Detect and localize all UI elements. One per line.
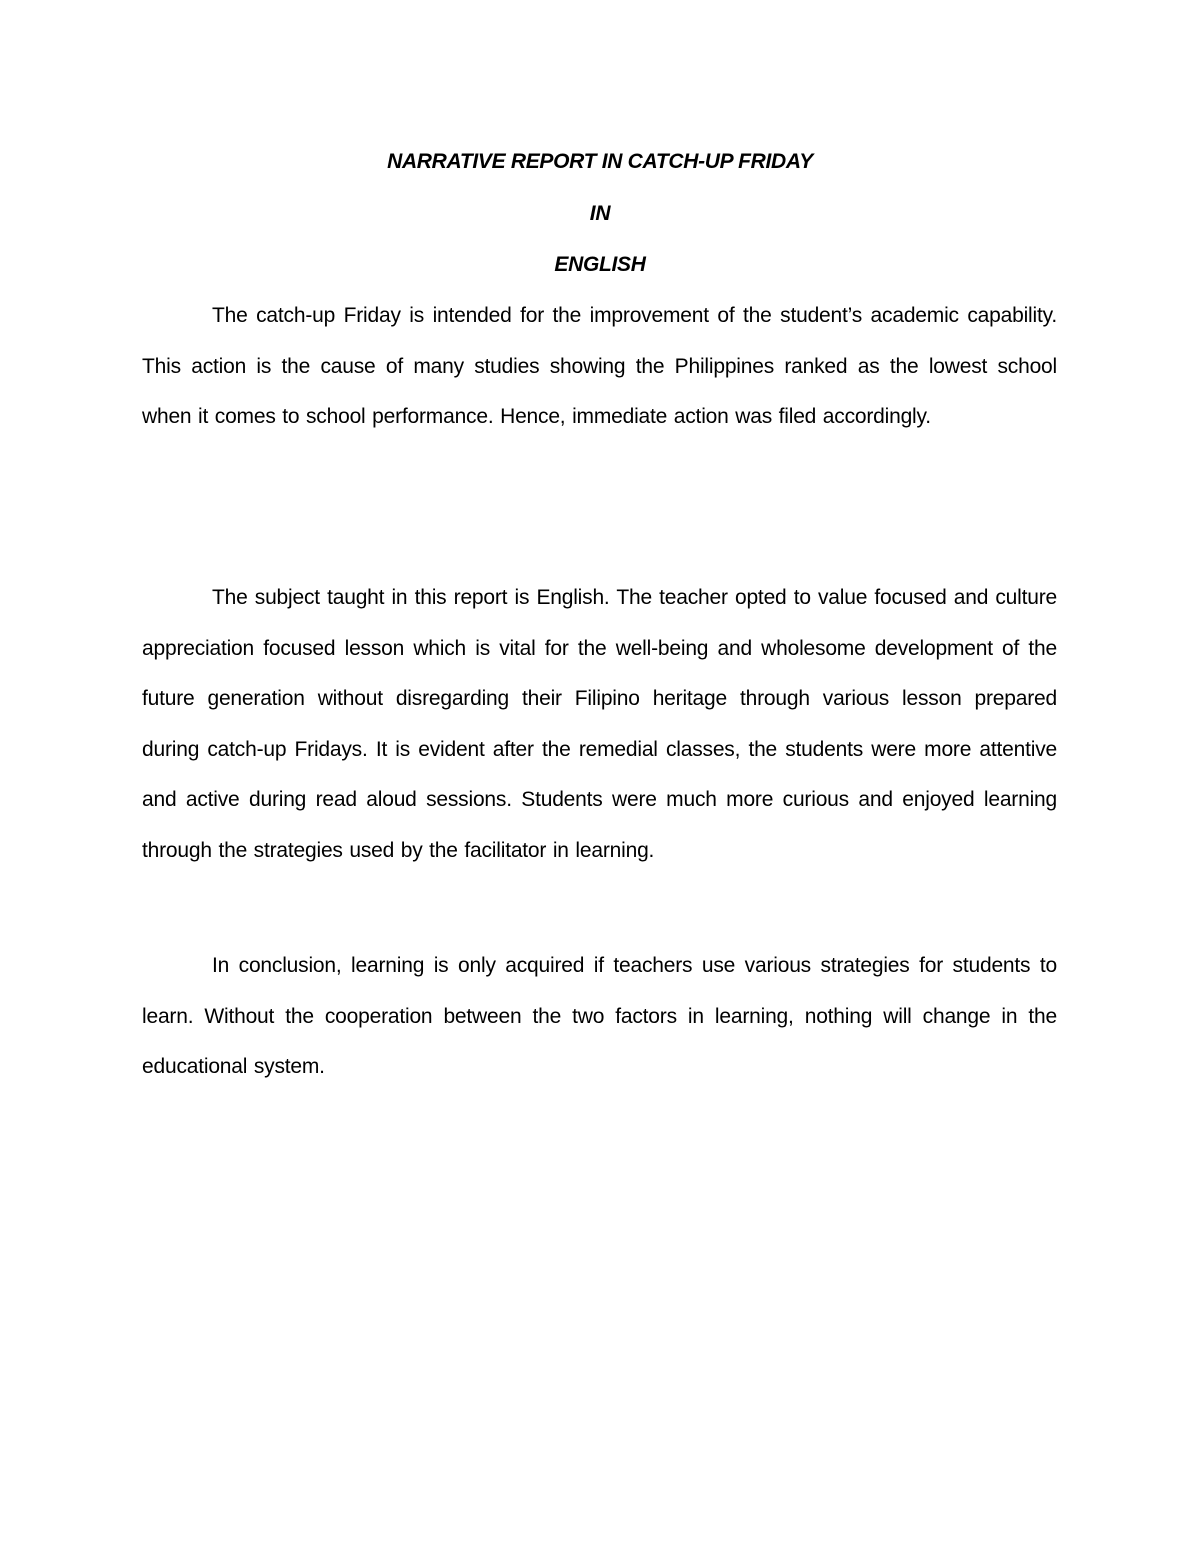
paragraph-introduction: The catch-up Friday is intended for the improvement of the student’s academic capability. This action is the cause of many studies showing the Philippines ranked as the lowest school when it comes to school performance. Hence, immediate action was filed accordingly. <box>142 304 1057 428</box>
paragraph-conclusion: In conclusion, learning is only acquired if teachers use various strategies for students to learn. Without the cooperation between the two factors in learning, nothing will change in the educational system. <box>142 954 1057 1078</box>
paragraph-subject: The subject taught in this report is English. The teacher opted to value focused and culture appreciation focused lesson which is vital for the well-being and wholesome development of the future generation without disregarding their Filipino heritage through various lesson prepared during catch-up Fridays. It is evident after the remedial classes, the students were more attentive and active during read aloud sessions. Students were much more curious and enjoyed learning through the strategies used by the facilitator in learning. <box>142 586 1057 862</box>
report-title-connector: IN <box>589 202 611 225</box>
report-subject-heading: ENGLISH <box>554 253 646 276</box>
report-title: NARRATIVE REPORT IN CATCH-UP FRIDAY <box>387 150 813 173</box>
